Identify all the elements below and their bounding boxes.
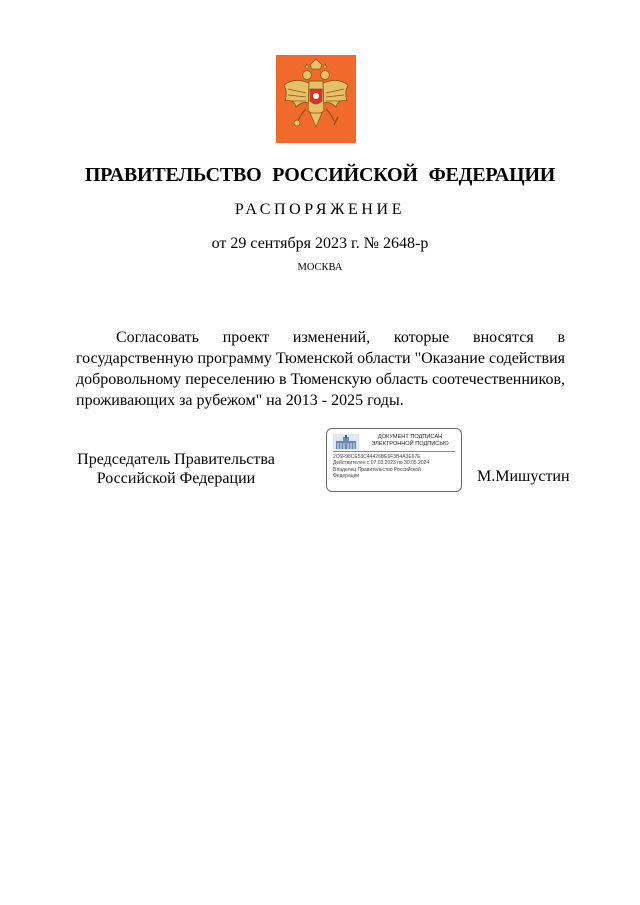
signer-title bbox=[76, 450, 276, 488]
document-city: МОСКВА bbox=[297, 262, 343, 273]
electronic-signature-stamp bbox=[326, 428, 462, 492]
coat-of-arms-icon bbox=[276, 55, 356, 143]
stamp-header-line1: ДОКУМЕНТ ПОДПИСАН bbox=[377, 434, 443, 440]
signer-name: М.Мишустин bbox=[477, 468, 570, 485]
stamp-divider bbox=[333, 451, 455, 452]
government-title: ПРАВИТЕЛЬСТВО РОССИЙСКОЙ ФЕДЕРАЦИИ bbox=[84, 164, 556, 186]
stamp-validity: Действителен с 07.03.2023 по 30.05.2024 bbox=[333, 460, 430, 467]
stamp-certificate: 2C6F98CE53C44426BE6F3B4A3E67E bbox=[333, 454, 421, 460]
stamp-header-line2: ЭЛЕКТРОННОЙ ПОДПИСЬЮ bbox=[371, 441, 449, 447]
signer-title-line2: Российской Федерации bbox=[96, 470, 256, 487]
stamp-owner-line2: Федерации bbox=[333, 473, 360, 480]
government-building-icon bbox=[333, 434, 359, 450]
order-text: Согласовать проект изменений, которые вносятся в государственную программу Тюменской области "Оказание содействия добровольному переселению в Тюменскую область соотечественников, проживающих за рубежом" на 2013 - 2025 годы. bbox=[76, 329, 565, 409]
document-date-number: от 29 сентября 2023 г. № 2648-р bbox=[211, 235, 429, 252]
stamp-header bbox=[361, 434, 459, 448]
stamp-owner-line1: Владелец Правительство Российской bbox=[333, 466, 421, 473]
signer-title-line1: Председатель Правительства bbox=[77, 451, 275, 468]
document-type: РАСПОРЯЖЕНИЕ bbox=[234, 201, 406, 218]
stamp-details bbox=[333, 454, 459, 480]
